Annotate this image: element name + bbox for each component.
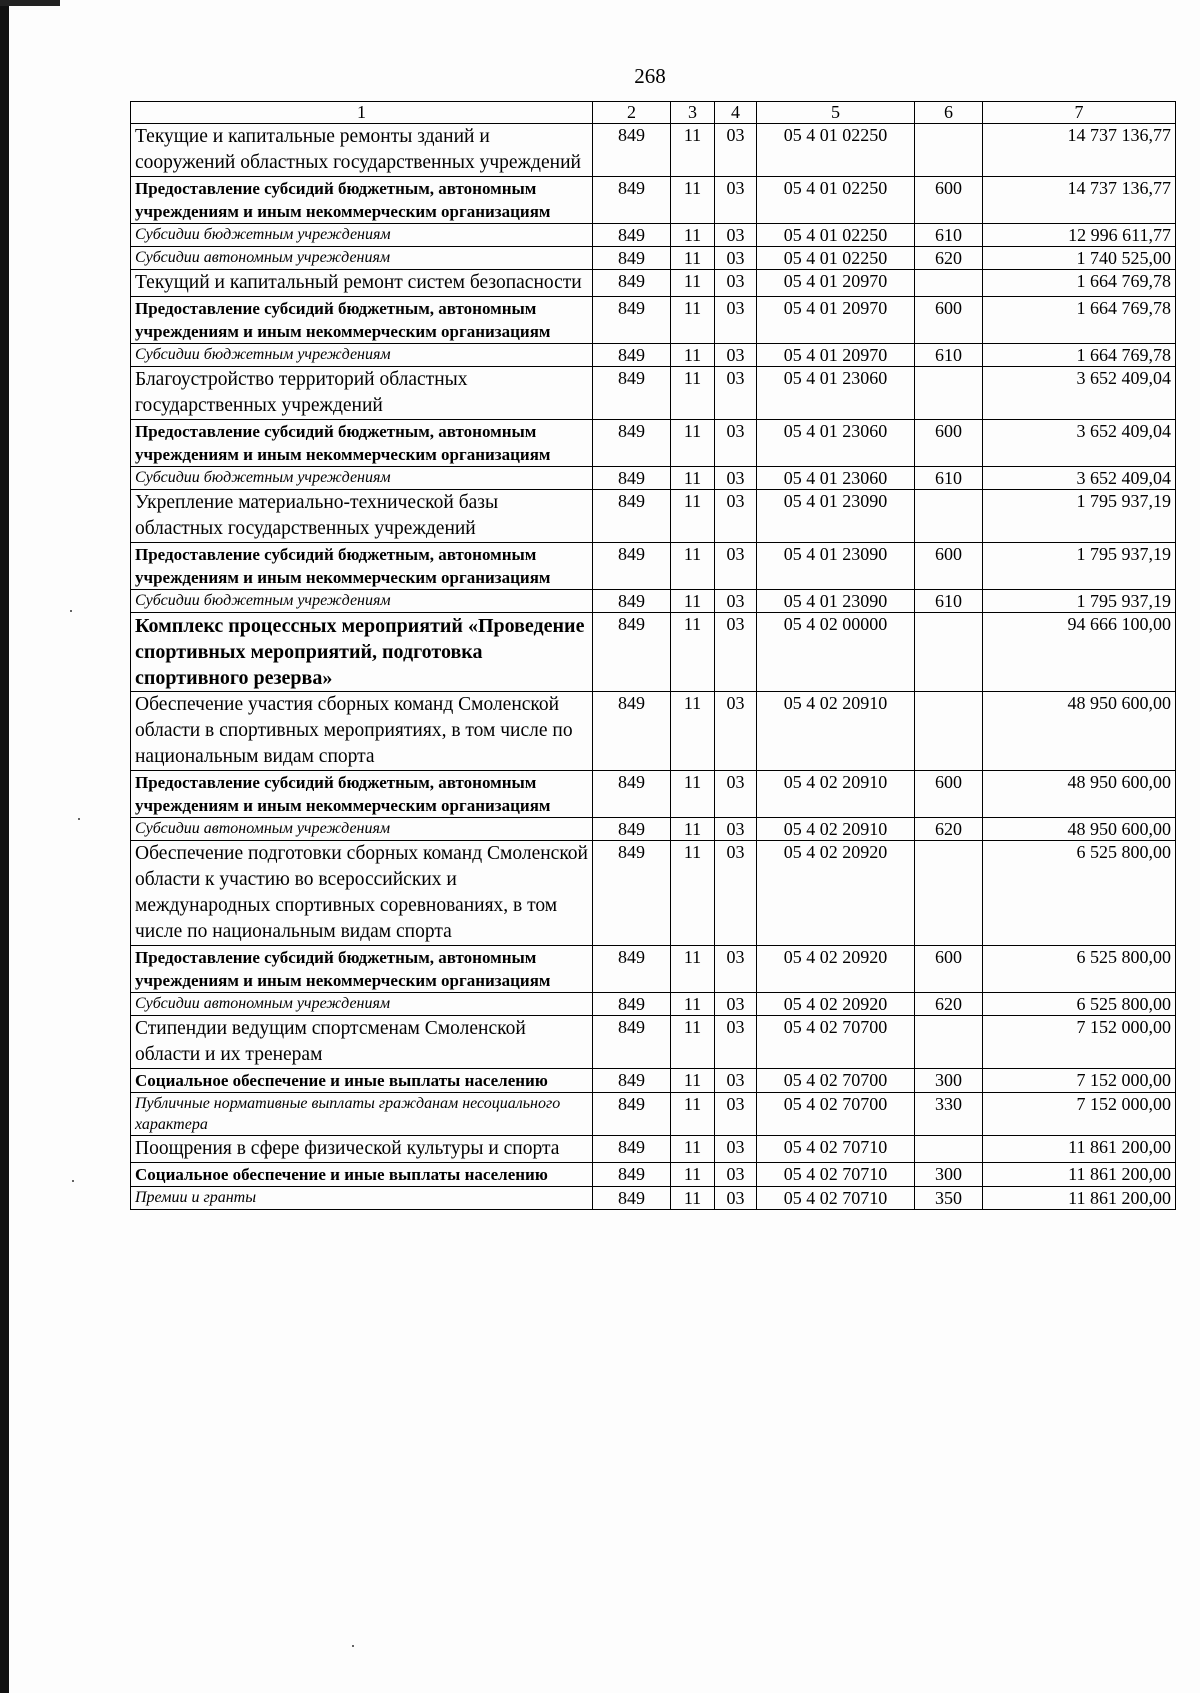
amount-value: 11 861 200,00 bbox=[983, 1187, 1176, 1210]
expense-type-code: 350 bbox=[915, 1187, 983, 1210]
column-header: 1 bbox=[131, 102, 593, 124]
ministry-code: 849 bbox=[593, 818, 671, 841]
expense-type-code bbox=[915, 841, 983, 946]
subsection-code: 03 bbox=[715, 490, 757, 543]
amount-value: 14 737 136,77 bbox=[983, 124, 1176, 177]
scan-speck bbox=[78, 818, 80, 820]
target-article-code: 05 4 02 20920 bbox=[757, 993, 915, 1016]
expense-type-code: 620 bbox=[915, 993, 983, 1016]
expense-type-code: 300 bbox=[915, 1163, 983, 1187]
amount-value: 3 652 409,04 bbox=[983, 367, 1176, 420]
expense-type-code: 600 bbox=[915, 297, 983, 344]
expense-type-code: 600 bbox=[915, 946, 983, 993]
target-article-code: 05 4 02 70700 bbox=[757, 1069, 915, 1093]
subsection-code: 03 bbox=[715, 297, 757, 344]
amount-value: 1 795 937,19 bbox=[983, 490, 1176, 543]
line-item-name: Предоставление субсидий бюджетным, автономным учреждениям и иным некоммерческим организациям bbox=[131, 946, 593, 993]
expense-type-code: 600 bbox=[915, 771, 983, 818]
column-header: 4 bbox=[715, 102, 757, 124]
amount-value: 7 152 000,00 bbox=[983, 1093, 1176, 1136]
line-item-name: Публичные нормативные выплаты гражданам несоциального характера bbox=[131, 1093, 593, 1136]
ministry-code: 849 bbox=[593, 124, 671, 177]
target-article-code: 05 4 01 23060 bbox=[757, 467, 915, 490]
line-item-name: Текущий и капитальный ремонт систем безопасности bbox=[131, 270, 593, 297]
ministry-code: 849 bbox=[593, 1187, 671, 1210]
table-row bbox=[131, 993, 1176, 1016]
section-code: 11 bbox=[671, 771, 715, 818]
line-item-name: Предоставление субсидий бюджетным, автономным учреждениям и иным некоммерческим организациям bbox=[131, 297, 593, 344]
expense-type-code bbox=[915, 124, 983, 177]
subsection-code: 03 bbox=[715, 818, 757, 841]
scan-speck bbox=[72, 1180, 74, 1182]
ministry-code: 849 bbox=[593, 367, 671, 420]
section-code: 11 bbox=[671, 613, 715, 692]
expense-type-code: 620 bbox=[915, 247, 983, 270]
amount-value: 6 525 800,00 bbox=[983, 993, 1176, 1016]
ministry-code: 849 bbox=[593, 247, 671, 270]
line-item-name: Субсидии бюджетным учреждениям bbox=[131, 467, 593, 490]
target-article-code: 05 4 02 20920 bbox=[757, 946, 915, 993]
amount-value: 1 740 525,00 bbox=[983, 247, 1176, 270]
section-code: 11 bbox=[671, 1136, 715, 1163]
section-code: 11 bbox=[671, 344, 715, 367]
ministry-code: 849 bbox=[593, 590, 671, 613]
page-number: 268 bbox=[634, 64, 666, 88]
budget-table bbox=[130, 101, 1176, 1210]
amount-value: 48 950 600,00 bbox=[983, 818, 1176, 841]
section-code: 11 bbox=[671, 946, 715, 993]
section-code: 11 bbox=[671, 1069, 715, 1093]
line-item-name: Предоставление субсидий бюджетным, автономным учреждениям и иным некоммерческим организациям bbox=[131, 420, 593, 467]
ministry-code: 849 bbox=[593, 420, 671, 467]
scan-speck bbox=[352, 1645, 354, 1647]
ministry-code: 849 bbox=[593, 1093, 671, 1136]
target-article-code: 05 4 01 23060 bbox=[757, 420, 915, 467]
section-code: 11 bbox=[671, 543, 715, 590]
section-code: 11 bbox=[671, 247, 715, 270]
section-code: 11 bbox=[671, 270, 715, 297]
ministry-code: 849 bbox=[593, 297, 671, 344]
expense-type-code: 610 bbox=[915, 224, 983, 247]
section-code: 11 bbox=[671, 590, 715, 613]
amount-value: 12 996 611,77 bbox=[983, 224, 1176, 247]
table-row bbox=[131, 613, 1176, 692]
expense-type-code bbox=[915, 270, 983, 297]
amount-value: 7 152 000,00 bbox=[983, 1069, 1176, 1093]
table-row bbox=[131, 692, 1176, 771]
ministry-code: 849 bbox=[593, 613, 671, 692]
scan-speck bbox=[70, 610, 72, 612]
line-item-name: Текущие и капитальные ремонты зданий и сооружений областных государственных учреждений bbox=[131, 124, 593, 177]
section-code: 11 bbox=[671, 467, 715, 490]
amount-value: 1 664 769,78 bbox=[983, 270, 1176, 297]
subsection-code: 03 bbox=[715, 543, 757, 590]
expense-type-code bbox=[915, 613, 983, 692]
amount-value: 1 664 769,78 bbox=[983, 344, 1176, 367]
expense-type-code: 610 bbox=[915, 467, 983, 490]
section-code: 11 bbox=[671, 1093, 715, 1136]
amount-value: 1 795 937,19 bbox=[983, 590, 1176, 613]
section-code: 11 bbox=[671, 993, 715, 1016]
line-item-name: Поощрения в сфере физической культуры и спорта bbox=[131, 1136, 593, 1163]
table-row bbox=[131, 590, 1176, 613]
table-row bbox=[131, 818, 1176, 841]
table-row bbox=[131, 1016, 1176, 1069]
target-article-code: 05 4 01 20970 bbox=[757, 297, 915, 344]
ministry-code: 849 bbox=[593, 543, 671, 590]
ministry-code: 849 bbox=[593, 1069, 671, 1093]
subsection-code: 03 bbox=[715, 1136, 757, 1163]
section-code: 11 bbox=[671, 124, 715, 177]
table-row bbox=[131, 247, 1176, 270]
section-code: 11 bbox=[671, 1163, 715, 1187]
subsection-code: 03 bbox=[715, 590, 757, 613]
target-article-code: 05 4 01 23090 bbox=[757, 543, 915, 590]
subsection-code: 03 bbox=[715, 467, 757, 490]
expense-type-code: 600 bbox=[915, 543, 983, 590]
subsection-code: 03 bbox=[715, 946, 757, 993]
ministry-code: 849 bbox=[593, 270, 671, 297]
subsection-code: 03 bbox=[715, 613, 757, 692]
target-article-code: 05 4 01 20970 bbox=[757, 344, 915, 367]
section-code: 11 bbox=[671, 692, 715, 771]
expense-type-code bbox=[915, 367, 983, 420]
amount-value: 94 666 100,00 bbox=[983, 613, 1176, 692]
table-row bbox=[131, 297, 1176, 344]
target-article-code: 05 4 02 70710 bbox=[757, 1163, 915, 1187]
ministry-code: 849 bbox=[593, 1136, 671, 1163]
table-row bbox=[131, 1069, 1176, 1093]
amount-value: 6 525 800,00 bbox=[983, 946, 1176, 993]
line-item-name: Обеспечение подготовки сборных команд Смоленской области к участию во всероссийских и международных спортивных соревнованиях, в том числе по национальным видам спорта bbox=[131, 841, 593, 946]
amount-value: 11 861 200,00 bbox=[983, 1163, 1176, 1187]
subsection-code: 03 bbox=[715, 344, 757, 367]
line-item-name: Стипендии ведущим спортсменам Смоленской области и их тренерам bbox=[131, 1016, 593, 1069]
amount-value: 1 795 937,19 bbox=[983, 543, 1176, 590]
line-item-name: Субсидии автономным учреждениям bbox=[131, 247, 593, 270]
subsection-code: 03 bbox=[715, 841, 757, 946]
line-item-name: Субсидии автономным учреждениям bbox=[131, 818, 593, 841]
line-item-name: Субсидии бюджетным учреждениям bbox=[131, 344, 593, 367]
amount-value: 11 861 200,00 bbox=[983, 1136, 1176, 1163]
target-article-code: 05 4 02 20910 bbox=[757, 692, 915, 771]
subsection-code: 03 bbox=[715, 692, 757, 771]
line-item-name: Субсидии бюджетным учреждениям bbox=[131, 224, 593, 247]
subsection-code: 03 bbox=[715, 367, 757, 420]
column-header: 5 bbox=[757, 102, 915, 124]
subsection-code: 03 bbox=[715, 247, 757, 270]
ministry-code: 849 bbox=[593, 1163, 671, 1187]
amount-value: 14 737 136,77 bbox=[983, 177, 1176, 224]
amount-value: 48 950 600,00 bbox=[983, 771, 1176, 818]
table-row bbox=[131, 490, 1176, 543]
table-body bbox=[131, 124, 1176, 1210]
table-row bbox=[131, 1093, 1176, 1136]
ministry-code: 849 bbox=[593, 467, 671, 490]
expense-type-code: 620 bbox=[915, 818, 983, 841]
ministry-code: 849 bbox=[593, 692, 671, 771]
section-code: 11 bbox=[671, 490, 715, 543]
table-row bbox=[131, 841, 1176, 946]
ministry-code: 849 bbox=[593, 771, 671, 818]
target-article-code: 05 4 02 70710 bbox=[757, 1187, 915, 1210]
subsection-code: 03 bbox=[715, 771, 757, 818]
subsection-code: 03 bbox=[715, 124, 757, 177]
line-item-name: Премии и гранты bbox=[131, 1187, 593, 1210]
table-row bbox=[131, 420, 1176, 467]
target-article-code: 05 4 01 02250 bbox=[757, 124, 915, 177]
table-row bbox=[131, 467, 1176, 490]
table-row bbox=[131, 1163, 1176, 1187]
target-article-code: 05 4 01 02250 bbox=[757, 247, 915, 270]
subsection-code: 03 bbox=[715, 270, 757, 297]
table-row bbox=[131, 344, 1176, 367]
expense-type-code bbox=[915, 692, 983, 771]
target-article-code: 05 4 01 02250 bbox=[757, 177, 915, 224]
section-code: 11 bbox=[671, 420, 715, 467]
table-row bbox=[131, 177, 1176, 224]
section-code: 11 bbox=[671, 1187, 715, 1210]
ministry-code: 849 bbox=[593, 224, 671, 247]
subsection-code: 03 bbox=[715, 420, 757, 467]
expense-type-code: 600 bbox=[915, 177, 983, 224]
amount-value: 3 652 409,04 bbox=[983, 467, 1176, 490]
ministry-code: 849 bbox=[593, 946, 671, 993]
target-article-code: 05 4 02 70700 bbox=[757, 1016, 915, 1069]
amount-value: 1 664 769,78 bbox=[983, 297, 1176, 344]
target-article-code: 05 4 01 23090 bbox=[757, 490, 915, 543]
target-article-code: 05 4 01 20970 bbox=[757, 270, 915, 297]
table-row bbox=[131, 1187, 1176, 1210]
expense-type-code: 610 bbox=[915, 590, 983, 613]
amount-value: 48 950 600,00 bbox=[983, 692, 1176, 771]
expense-type-code bbox=[915, 1136, 983, 1163]
target-article-code: 05 4 02 70700 bbox=[757, 1093, 915, 1136]
table-row bbox=[131, 367, 1176, 420]
column-number-header bbox=[131, 102, 1176, 124]
subsection-code: 03 bbox=[715, 1069, 757, 1093]
section-code: 11 bbox=[671, 177, 715, 224]
table-row bbox=[131, 771, 1176, 818]
expense-type-code: 300 bbox=[915, 1069, 983, 1093]
line-item-name: Социальное обеспечение и иные выплаты населению bbox=[131, 1163, 593, 1187]
section-code: 11 bbox=[671, 818, 715, 841]
expense-type-code: 330 bbox=[915, 1093, 983, 1136]
target-article-code: 05 4 02 20910 bbox=[757, 818, 915, 841]
amount-value: 7 152 000,00 bbox=[983, 1016, 1176, 1069]
column-header: 7 bbox=[983, 102, 1176, 124]
table-row bbox=[131, 1136, 1176, 1163]
subsection-code: 03 bbox=[715, 224, 757, 247]
subsection-code: 03 bbox=[715, 993, 757, 1016]
table-row bbox=[131, 270, 1176, 297]
target-article-code: 05 4 02 20920 bbox=[757, 841, 915, 946]
target-article-code: 05 4 02 70710 bbox=[757, 1136, 915, 1163]
subsection-code: 03 bbox=[715, 1016, 757, 1069]
column-header: 2 bbox=[593, 102, 671, 124]
ministry-code: 849 bbox=[593, 177, 671, 224]
scan-edge-corner bbox=[0, 0, 60, 6]
section-code: 11 bbox=[671, 841, 715, 946]
subsection-code: 03 bbox=[715, 1187, 757, 1210]
subsection-code: 03 bbox=[715, 1093, 757, 1136]
target-article-code: 05 4 02 00000 bbox=[757, 613, 915, 692]
line-item-name: Предоставление субсидий бюджетным, автономным учреждениям и иным некоммерческим организациям bbox=[131, 543, 593, 590]
target-article-code: 05 4 01 02250 bbox=[757, 224, 915, 247]
amount-value: 3 652 409,04 bbox=[983, 420, 1176, 467]
table-row bbox=[131, 543, 1176, 590]
expense-type-code: 610 bbox=[915, 344, 983, 367]
line-item-name: Субсидии автономным учреждениям bbox=[131, 993, 593, 1016]
expense-type-code bbox=[915, 490, 983, 543]
line-item-name: Комплекс процессных мероприятий «Проведение спортивных мероприятий, подготовка спортивного резерва» bbox=[131, 613, 593, 692]
table-row bbox=[131, 124, 1176, 177]
section-code: 11 bbox=[671, 224, 715, 247]
target-article-code: 05 4 01 23090 bbox=[757, 590, 915, 613]
section-code: 11 bbox=[671, 367, 715, 420]
target-article-code: 05 4 02 20910 bbox=[757, 771, 915, 818]
expense-type-code bbox=[915, 1016, 983, 1069]
expense-type-code: 600 bbox=[915, 420, 983, 467]
ministry-code: 849 bbox=[593, 841, 671, 946]
line-item-name: Субсидии бюджетным учреждениям bbox=[131, 590, 593, 613]
line-item-name: Благоустройство территорий областных государственных учреждений bbox=[131, 367, 593, 420]
column-header: 3 bbox=[671, 102, 715, 124]
line-item-name: Предоставление субсидий бюджетным, автономным учреждениям и иным некоммерческим организациям bbox=[131, 771, 593, 818]
subsection-code: 03 bbox=[715, 1163, 757, 1187]
amount-value: 6 525 800,00 bbox=[983, 841, 1176, 946]
line-item-name: Обеспечение участия сборных команд Смоленской области в спортивных мероприятиях, в том числе по национальным видам спорта bbox=[131, 692, 593, 771]
scan-edge-shadow bbox=[0, 0, 9, 1693]
table-row bbox=[131, 946, 1176, 993]
column-header: 6 bbox=[915, 102, 983, 124]
line-item-name: Предоставление субсидий бюджетным, автономным учреждениям и иным некоммерческим организациям bbox=[131, 177, 593, 224]
line-item-name: Укрепление материально-технической базы областных государственных учреждений bbox=[131, 490, 593, 543]
ministry-code: 849 bbox=[593, 490, 671, 543]
table-row bbox=[131, 224, 1176, 247]
ministry-code: 849 bbox=[593, 993, 671, 1016]
ministry-code: 849 bbox=[593, 344, 671, 367]
section-code: 11 bbox=[671, 1016, 715, 1069]
target-article-code: 05 4 01 23060 bbox=[757, 367, 915, 420]
ministry-code: 849 bbox=[593, 1016, 671, 1069]
section-code: 11 bbox=[671, 297, 715, 344]
subsection-code: 03 bbox=[715, 177, 757, 224]
line-item-name: Социальное обеспечение и иные выплаты населению bbox=[131, 1069, 593, 1093]
